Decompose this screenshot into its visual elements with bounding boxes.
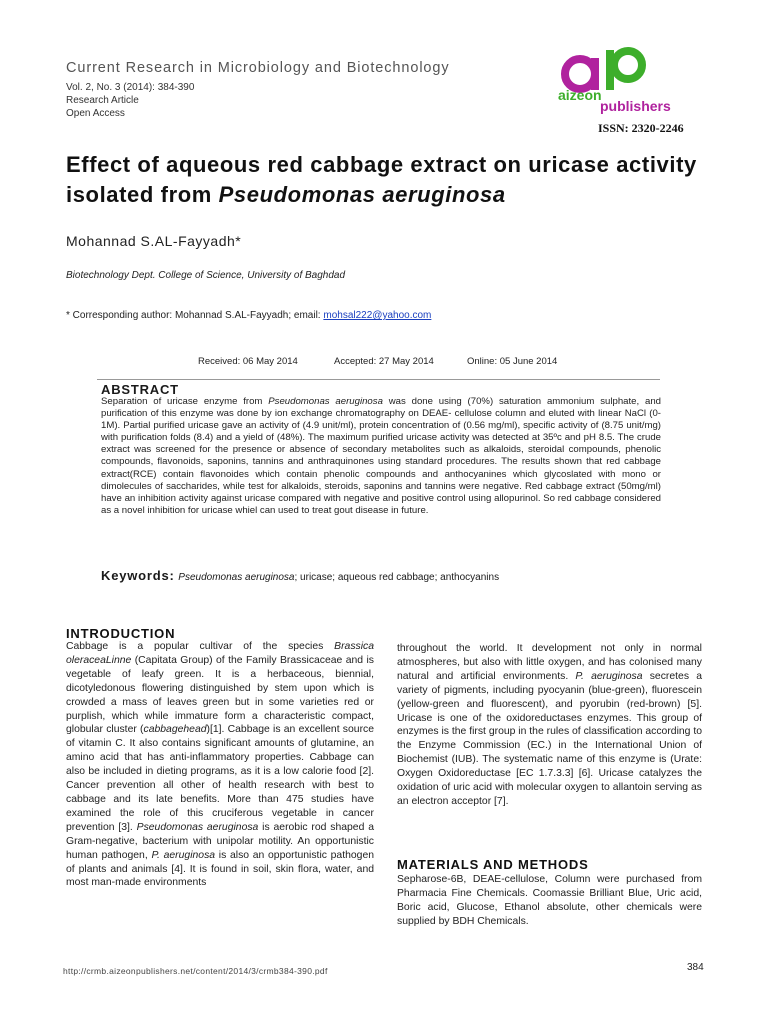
abstract-part-1: Separation of uricase enzyme from <box>101 396 269 407</box>
keywords-list <box>178 572 499 583</box>
intro-italic: P. aeruginosa <box>151 849 216 861</box>
logo-text-bottom: publishers <box>600 98 671 114</box>
logo-text-top: aizeon <box>558 87 602 103</box>
intro-text: throughout the world. It development not only in normal atmospheres, but also with little oxygen, and has colonised many natural and artificial environments. <box>397 643 702 682</box>
methods-text: Sepharose-6B, DEAE-cellulose, Column were purchased from Pharmacia Fine Chemicals. Coomassie Brilliant Blue, Uric acid, Boric acid, Glucose, Ethanol absolute, other chemicals were supplied by BDH Chemicals. <box>397 874 702 927</box>
online-date: Online: 05 June 2014 <box>467 356 558 367</box>
issn: ISSN: 2320-2246 <box>598 121 684 135</box>
intro-italic: cabbagehead <box>143 724 207 736</box>
title-main: Effect of aqueous red cabbage extract on uricase activity isolated from <box>66 152 697 207</box>
corresponding-prefix: * Corresponding author: Mohannad S.AL-Fayyadh; email: <box>66 310 324 321</box>
author: Mohannad S.AL-Fayyadh* <box>66 233 242 249</box>
intro-italic: Brassica oleraceaLinne <box>66 641 374 666</box>
journal-name: Current Research in Microbiology and Biotechnology <box>66 60 450 76</box>
affiliation: Biotechnology Dept. College of Science, University of Baghdad <box>66 270 346 281</box>
received-date: Received: 06 May 2014 <box>198 356 298 367</box>
methods-heading: MATERIALS AND METHODS <box>397 857 589 872</box>
logo-a-stem <box>591 58 599 90</box>
logo-a-bowl <box>565 59 595 89</box>
introduction-column-left <box>66 640 374 890</box>
intro-text: )[1]. Cabbage is an excellent source of vitamin C. It also contains significant amounts of glutamine, an amino acid that has anti-inflammatory properties. Cabbage can also be included in dieting programs, as it is a low calorie food [2]. Cancer prevention all other of health research with best to cabbage and its late benefits. More than 475 studies have examined the role of this cruciferous vegetable in cancer prevention [3]. <box>66 724 374 833</box>
intro-text: (Capitata Group) of the Family Brassicaceae and is vegetable of leafy green. It is a herbaceous, biennial, dicotyledonous flowering distinguished by stem upon which is crowded a mass of leaves green but in some varieties red or purplish, which while immature form a characteristic compact, globular cluster ( <box>66 654 374 736</box>
accepted-date: Accepted: 27 May 2014 <box>334 356 434 367</box>
email-link[interactable]: mohsal222@yahoo.com <box>323 310 432 321</box>
abstract-heading: ABSTRACT <box>101 382 179 397</box>
intro-text: secretes a variety of pigments, including pyocyanin (blue-green), fluorescein (yellow-green and fluorescent), and pyorubin (red-brown) [5]. Uricase is one of the oxidoreductases enzymes. This group of enzymes is the first group in the rules of classification according to the Enzyme Commission (EC.) in the International Union of Biochemist (IUB). The systematic name of this enzyme is (Urate: Oxygen Oxidoreductase [EC 1.7.3.3] [6]. Uricase catalyzes the oxidation of uric acid with molecular oxygen to allantoin serving as an electron acceptor [7]. <box>397 670 702 807</box>
access-type: Open Access <box>66 108 125 119</box>
keywords-species: Pseudomonas aeruginosa <box>178 572 295 583</box>
abstract-part-2: was done using (70%) saturation ammonium sulphate, and purification of this enzyme was done by ion exchange chromatography on DEAE- cellulose column and eluted with linear NaCl (0-1M). Partial purified uricase gave an activity of (4.9 unit/ml), protein concentration of (0.56 mg/ml), specific activity of (8.75 unit/mg) with purification folds (8.4) and a yield of (48%). The maximum purified uricase activity was detected at 35ºc and pH 8.5. The crude extract was screened for the presence or absence of secondary metabolites such as alkaloids, steroidal compounds, phenolic compounds, flavonoids, saponins, tannins and anthraquinones using standard procedures. The results shown that red cabbage extract(RCE) contain flavonoides which contain phenolic compounds and anthocyanines which glycoslated with mono or dimolecules of saccharides, while test for alkaloids, steroids, saponins and tannins were negative. Red cabbage extract (50mg/ml) have an inhibition activity against uricase compared with negative and positive control using allopurinol. So red cabbage considered as a novel inhibition for uricase whiel can used to treat gout disease in future. <box>101 396 661 516</box>
volume-info: Vol. 2, No. 3 (2014): 384-390 <box>66 82 195 93</box>
introduction-heading: INTRODUCTION <box>66 626 176 641</box>
keywords-label: Keywords: <box>101 568 175 583</box>
abstract-species: Pseudomonas aeruginosa <box>268 396 383 407</box>
abstract-rule <box>97 379 660 380</box>
intro-text: Cabbage is a popular cultivar of the species <box>66 641 335 652</box>
intro-italic: Pseudomonas aeruginosa <box>136 821 259 833</box>
page-number: 384 <box>687 962 704 973</box>
title-species: Pseudomonas aeruginosa <box>218 182 506 207</box>
abstract-text <box>101 396 661 517</box>
intro-text: is aerobic rod shaped a Gram-negative, bacterium with unipolar motility. An opportunistic human pathogen, <box>66 821 374 861</box>
intro-italic: P. aeruginosa <box>575 670 643 682</box>
corresponding-author <box>66 310 431 321</box>
keywords <box>101 568 499 583</box>
publisher-logo <box>556 42 716 114</box>
intro-text: is also an opportunistic pathogen of plants and animals [4]. It is found in soil, skin flora, water, and most man-made environments <box>66 849 374 889</box>
logo-p-bowl <box>614 51 642 79</box>
keywords-rest: ; uricase; aqueous red cabbage; anthocyanins <box>294 572 500 583</box>
introduction-column-right <box>397 642 702 809</box>
paper-title <box>66 150 706 210</box>
article-type: Research Article <box>66 95 139 106</box>
footer-url[interactable]: http://crmb.aizeonpublishers.net/content/2014/3/crmb384-390.pdf <box>63 966 328 976</box>
logo-p-stem <box>606 50 614 90</box>
